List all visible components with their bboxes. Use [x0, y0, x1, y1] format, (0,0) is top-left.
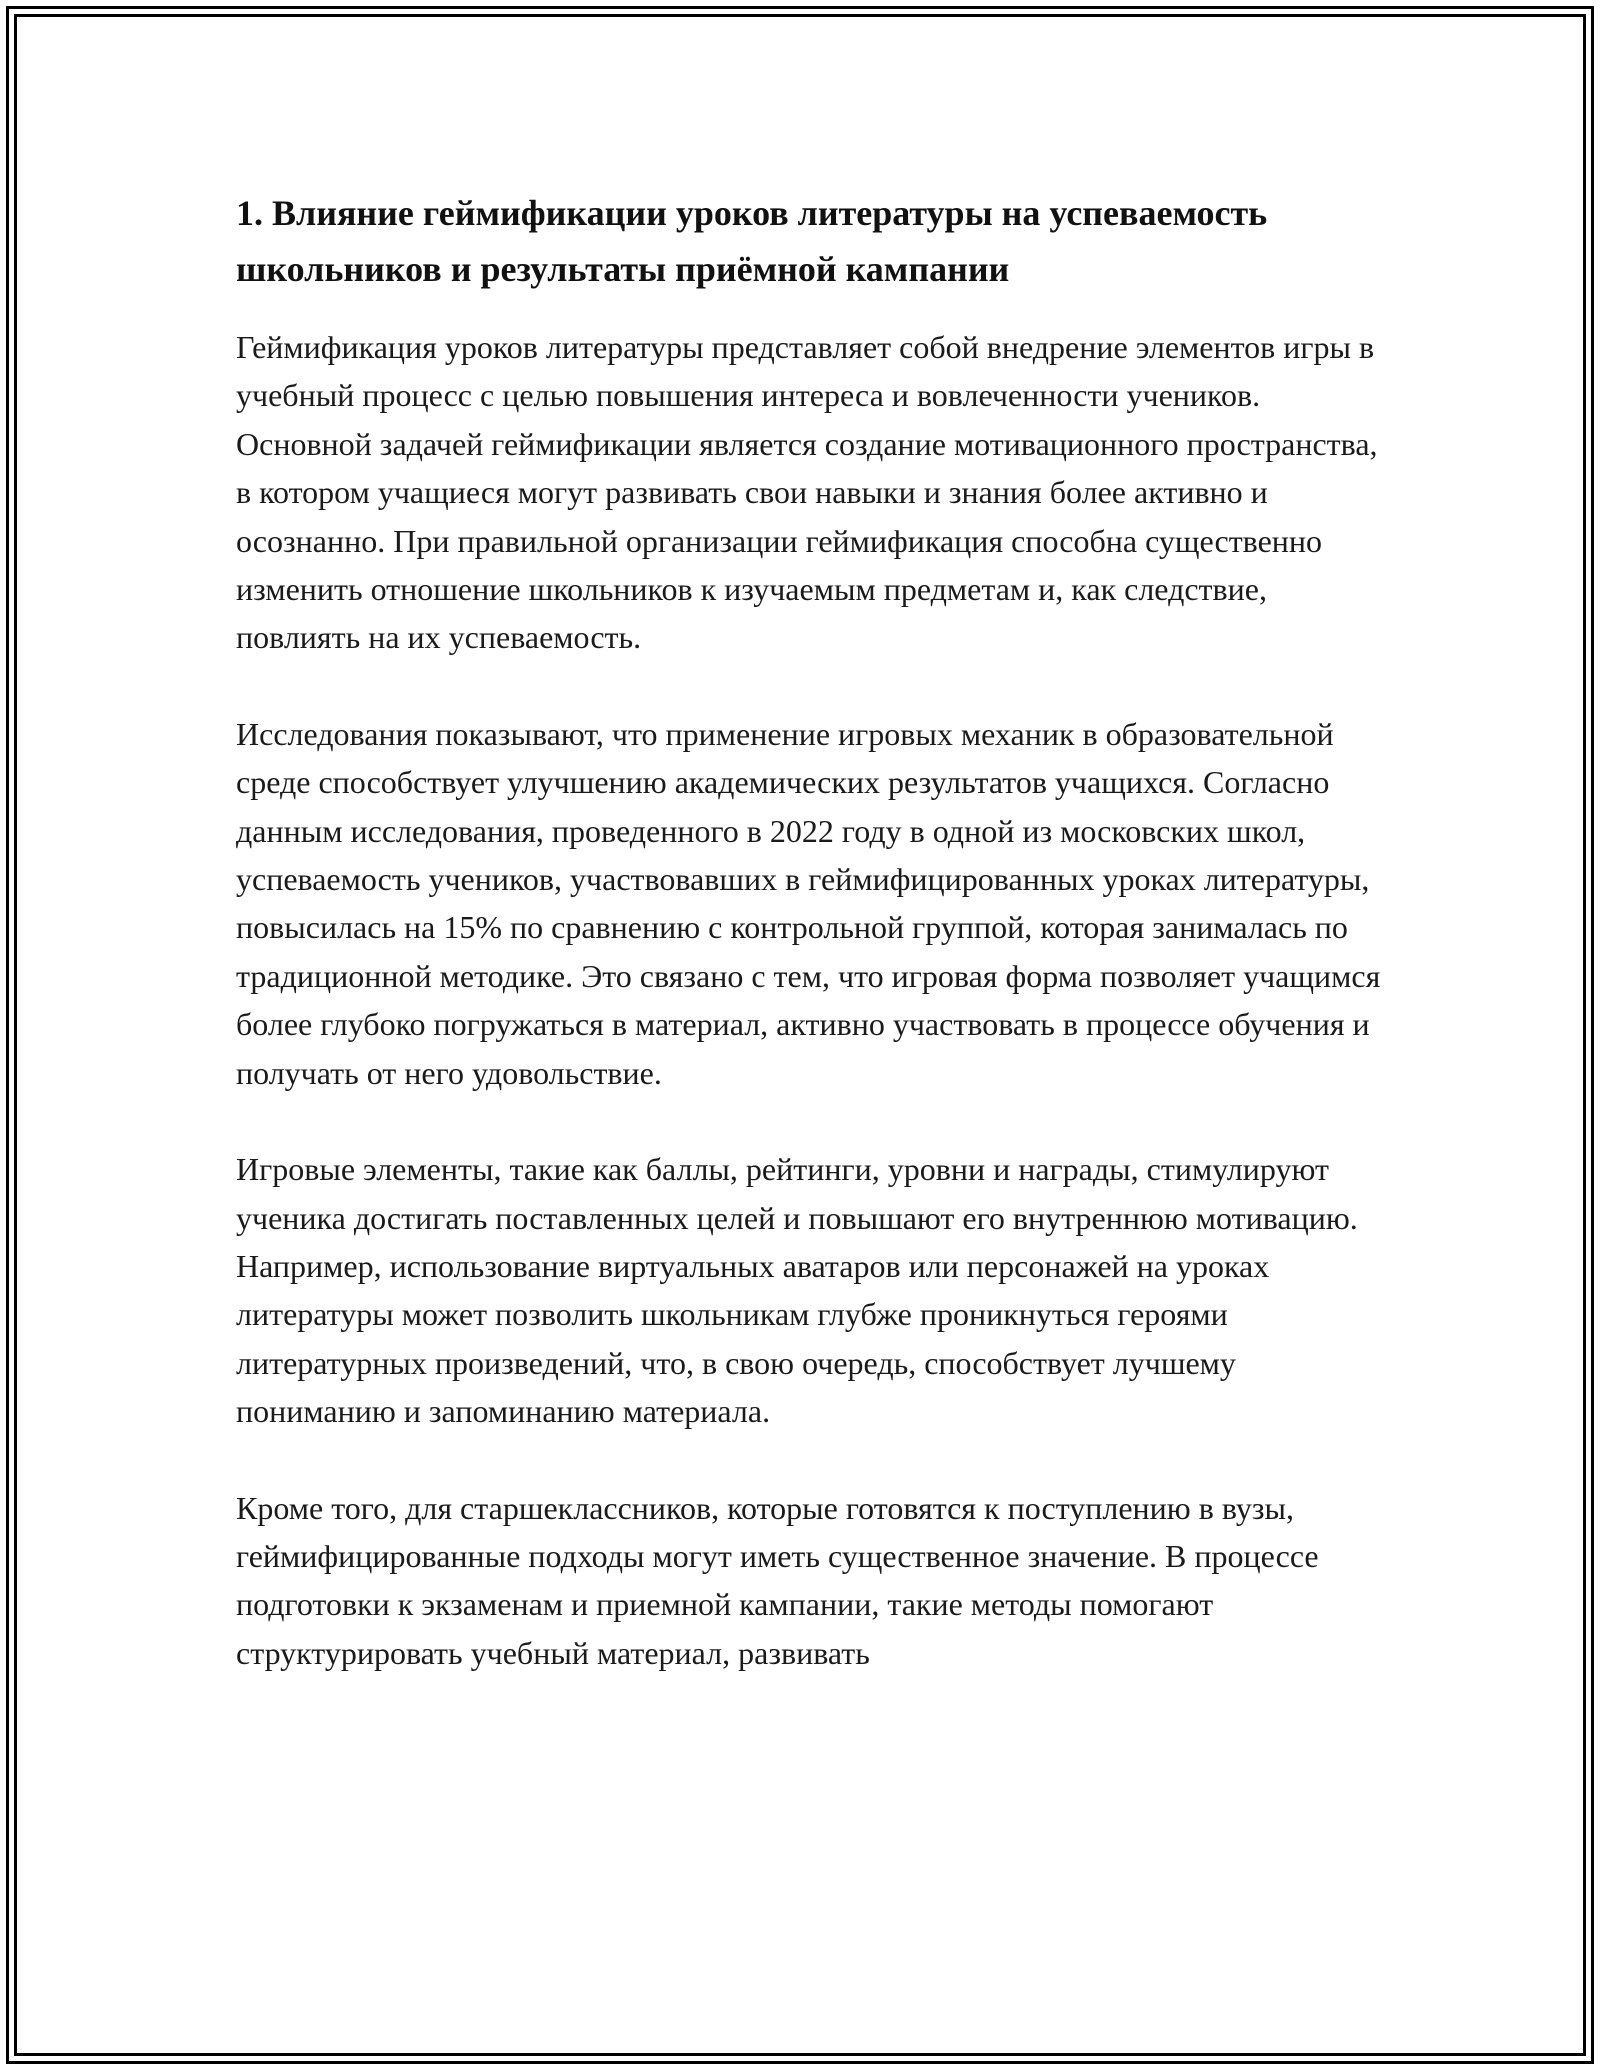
section-title: 1. Влияние геймификации уроков литературы на успеваемость школьников и результаты приёмной кампании — [236, 193, 1268, 289]
paragraph-research: Исследования показывают, что применение игровых механик в образовательной среде способствует улучшению академических результатов учащихся. Согласно данным исследования, проведенного в 2022 году в одной из московских школ, успеваемость учеников, участвовавших в геймифицированных уроках литературы, повысилась на 15% по сравнению с контрольной группой, которая занималась по традиционной методике. Это связано с тем, что игровая форма позволяет учащимся более глубоко погружаться в материал, активно участвовать в процессе обучения и получать от него удовольствие. — [236, 715, 1381, 1091]
paragraph-high-school: Кроме того, для старшеклассников, которые готовятся к поступлению в вузы, геймифицированные подходы могут иметь существенное значение. В процессе подготовки к экзаменам и приемной кампании, такие методы помогают структурировать учебный материал, развивать — [236, 1489, 1319, 1671]
document-page — [236, 185, 1386, 1725]
paragraph-game-elements: Игровые элементы, такие как баллы, рейтинги, уровни и награды, стимулируют ученика достигать поставленных целей и повышают его внутреннюю мотивацию. Например, использование виртуальных аватаров или персонажей на уроках литературы может позволить школьникам глубже проникнуться героями литературных произведений, что, в свою очередь, способствует лучшему пониманию и запоминанию материала. — [236, 1151, 1358, 1430]
paragraph-intro: Геймификация уроков литературы представляет собой внедрение элементов игры в учебный процесс с целью повышения интереса и вовлеченности учеников. Основной задачей геймификации является создание мотивационного пространства, в котором учащиеся могут развивать свои навыки и знания более активно и осознанно. При правильной организации геймификация способна существенно изменить отношение школьников к изучаемым предметам и, как следствие, повлиять на их успеваемость. — [236, 329, 1378, 656]
